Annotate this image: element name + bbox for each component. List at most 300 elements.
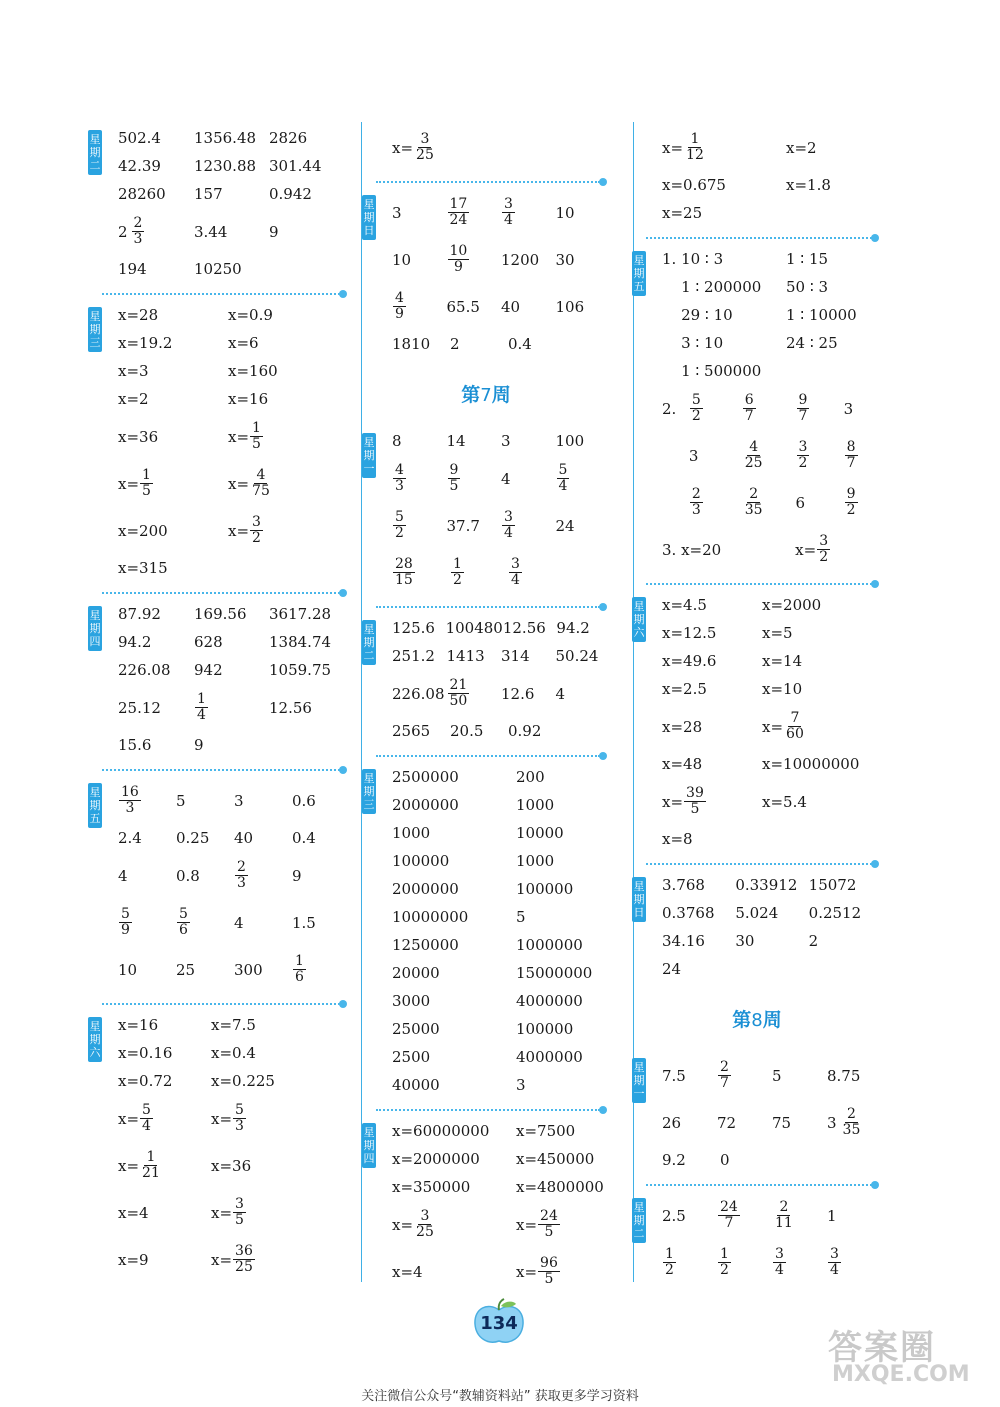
day-section xyxy=(362,1111,610,1305)
answer-prefix: x= xyxy=(762,717,784,736)
answer-cell: x=315 xyxy=(118,559,168,577)
answer-cell: 1230.88 xyxy=(194,157,257,175)
answer-row xyxy=(662,750,882,778)
answer-cell xyxy=(392,132,512,163)
answer-cell: 2500000 xyxy=(392,768,459,786)
answer-row xyxy=(392,236,610,283)
fraction-denominator: 25 xyxy=(744,455,763,471)
fraction-denominator: 3 xyxy=(395,478,404,494)
answer-cell: 628 xyxy=(194,633,223,651)
answer-cell: 24 ∶ 25 xyxy=(786,334,838,352)
answer-cell: x=0.225 xyxy=(211,1072,275,1090)
answer-cell xyxy=(211,1197,304,1228)
fraction-numerator: 36 xyxy=(235,1243,253,1259)
fraction-denominator: 4 xyxy=(511,572,520,588)
answer-cell xyxy=(827,1107,882,1138)
fraction xyxy=(177,907,190,938)
answer-cell: 9.2 xyxy=(662,1151,686,1169)
answer-cell: 3617.28 xyxy=(269,605,332,623)
answer-row xyxy=(662,778,882,825)
answer-cell: 14 xyxy=(446,432,466,450)
answer-cell: 3 ∶ 10 xyxy=(662,334,724,352)
answer-cell: 3.44 xyxy=(194,222,228,241)
fraction-denominator: 2 xyxy=(798,455,808,471)
answer-cell: 30 xyxy=(735,932,755,950)
answer-cell xyxy=(762,711,872,742)
answer-cell: 3 xyxy=(516,1076,526,1094)
answer-cell: 3 xyxy=(501,432,511,450)
fraction-numerator: 9 xyxy=(449,462,459,478)
answer-cell: x=60000000 xyxy=(392,1122,490,1140)
answer-cell: x=10000000 xyxy=(762,755,860,773)
fraction-numerator: 7 xyxy=(790,710,800,726)
answer-cell: 1384.74 xyxy=(269,633,332,651)
answer-cell: 301.44 xyxy=(269,157,322,175)
day-section xyxy=(632,1186,882,1296)
week-heading-prefix: 第 xyxy=(461,384,481,406)
answer-cell: x=0.72 xyxy=(118,1072,173,1090)
answer-cell: 3.768 xyxy=(662,876,705,894)
answer-row xyxy=(118,385,350,413)
answer-cell: 3 xyxy=(843,399,854,418)
answer-cell: x=12.5 xyxy=(662,624,717,642)
fraction xyxy=(684,132,706,163)
fraction xyxy=(414,132,436,163)
fraction-numerator: 4 xyxy=(256,467,266,483)
answer-row xyxy=(118,731,350,759)
answer-cell: 2000000 xyxy=(392,796,459,814)
day-section xyxy=(88,771,350,1003)
answer-row xyxy=(662,385,882,432)
fraction-numerator: 3 xyxy=(798,439,808,455)
answer-cell xyxy=(689,487,742,518)
answer-cell: x=16 xyxy=(118,1016,159,1034)
fraction-denominator: 11 xyxy=(775,1215,793,1231)
answer-prefix: x= xyxy=(118,1109,140,1128)
answer-cell: x=200 xyxy=(118,521,168,540)
answer-cell: 3000 xyxy=(392,992,431,1010)
answer-row xyxy=(392,717,610,745)
fraction xyxy=(250,421,263,452)
answer-row xyxy=(118,1039,350,1067)
answer-row xyxy=(662,1146,882,1174)
answer-cell: x=350000 xyxy=(392,1178,471,1196)
answer-cell: 5 xyxy=(516,908,526,926)
answer-cell xyxy=(689,393,742,424)
answer-cell: x=8 xyxy=(662,830,693,848)
fraction-numerator: 3 xyxy=(252,514,261,530)
answer-cell: 1 ∶ 10000 xyxy=(786,306,857,324)
answer-cell: 125.6 xyxy=(392,619,435,637)
answer-prefix: x= xyxy=(211,1109,233,1128)
answer-row xyxy=(392,614,610,642)
answer-cell: x=14 xyxy=(762,652,803,670)
fraction-denominator: 4 xyxy=(504,525,513,541)
fraction-denominator: 5 xyxy=(690,801,700,817)
day-tab: 星期六 xyxy=(88,1017,102,1062)
answer-cell xyxy=(228,468,338,499)
fraction xyxy=(119,907,132,938)
answer-row xyxy=(118,255,350,283)
answer-row xyxy=(662,1192,882,1239)
answer-row xyxy=(118,460,350,507)
fraction-denominator: 21 xyxy=(142,1165,160,1181)
answer-row xyxy=(662,871,882,899)
answer-prefix: x= xyxy=(211,1203,233,1222)
answer-cell xyxy=(516,1256,606,1287)
answer-row xyxy=(118,1189,350,1236)
day-section xyxy=(88,295,350,592)
answer-row xyxy=(392,1043,610,1071)
day-tab: 星期六 xyxy=(632,597,646,642)
fraction-denominator: 60 xyxy=(786,726,804,742)
fraction-denominator: 25 xyxy=(416,1224,434,1240)
answer-cell xyxy=(501,197,556,228)
fraction xyxy=(448,244,470,275)
fraction-numerator: 2 xyxy=(133,215,143,231)
fraction-denominator: 7 xyxy=(724,1215,734,1231)
answer-row xyxy=(662,899,882,927)
watermark-text: 答案圈 xyxy=(828,1328,936,1368)
answer-cell xyxy=(742,393,796,424)
fraction-denominator: 4 xyxy=(558,478,568,494)
answer-cell: 6 xyxy=(795,493,806,512)
fraction-denominator: 3 xyxy=(125,800,135,816)
week-heading xyxy=(362,368,610,421)
answer-row xyxy=(662,591,882,619)
fraction-numerator: 2 xyxy=(779,1199,789,1215)
answer-cell xyxy=(447,244,502,275)
day-tab: 星期日 xyxy=(362,195,376,240)
fraction-numerator: 5 xyxy=(558,462,568,478)
answer-row xyxy=(662,526,882,573)
fraction xyxy=(828,1247,841,1278)
answer-cell xyxy=(742,440,796,471)
answer-row xyxy=(118,1067,350,1095)
answer-row xyxy=(392,1015,610,1043)
answer-cell: 37.7 xyxy=(446,516,480,535)
answer-cell: 1413 xyxy=(446,647,485,665)
answer-cell: 34.16 xyxy=(662,932,705,950)
answer-column-1 xyxy=(88,118,350,1293)
answer-row xyxy=(662,647,882,675)
fraction-numerator: 24 xyxy=(540,1208,558,1224)
fraction xyxy=(773,1247,786,1278)
fraction-denominator: 75 xyxy=(252,483,270,499)
answer-row xyxy=(118,1236,350,1283)
fraction-denominator: 2 xyxy=(665,1262,674,1278)
fraction-numerator: 2 xyxy=(237,859,246,875)
fraction-denominator: 5 xyxy=(142,483,151,499)
fraction-numerator: 1 xyxy=(146,1149,156,1165)
answer-cell: 2000000 xyxy=(392,880,459,898)
answer-row xyxy=(118,946,350,993)
answer-cell: 4 xyxy=(234,913,244,932)
fraction-denominator: 4 xyxy=(197,707,206,723)
fraction xyxy=(718,1200,740,1231)
answer-cell: 0.33912 xyxy=(735,876,798,894)
day-tab: 星期二 xyxy=(88,130,102,175)
answer-cell: 65.5 xyxy=(446,297,480,316)
answer-row xyxy=(392,791,610,819)
fraction xyxy=(235,860,248,891)
answer-cell xyxy=(228,421,338,452)
answer-cell: 1 ∶ 500000 xyxy=(662,362,762,380)
answer-cell: 94.2 xyxy=(556,619,590,637)
answer-cell: 28260 xyxy=(118,185,166,203)
week-heading-suffix: 周 xyxy=(491,384,511,406)
fraction xyxy=(393,291,406,322)
answer-cell xyxy=(194,692,269,723)
answer-cell xyxy=(118,216,194,247)
answer-cell: 10 xyxy=(118,960,138,979)
fraction-denominator: 9 xyxy=(395,306,404,322)
day-tab: 星期日 xyxy=(632,877,646,922)
fraction-numerator: 39 xyxy=(686,785,704,801)
answer-cell: 8 xyxy=(392,432,402,450)
day-section xyxy=(632,585,882,863)
fraction-numerator: 3 xyxy=(235,1196,244,1212)
answer-cell: 50 ∶ 3 xyxy=(786,278,829,296)
answer-cell: 1 ∶ 15 xyxy=(786,250,829,268)
answer-cell xyxy=(501,510,556,541)
answer-row xyxy=(118,124,350,152)
answer-cell xyxy=(234,860,292,891)
watermark-url: MXQE.COM xyxy=(832,1362,970,1387)
day-section xyxy=(362,118,610,181)
answer-cell xyxy=(508,557,566,588)
fraction-numerator: 2 xyxy=(720,1059,729,1075)
fraction xyxy=(250,468,272,499)
answer-cell: 72 xyxy=(717,1113,737,1132)
day-section xyxy=(362,608,610,755)
answer-cell: x=28 xyxy=(662,717,703,736)
answer-cell: 100480 xyxy=(445,619,503,637)
fraction xyxy=(773,1200,795,1231)
answer-cell xyxy=(176,907,234,938)
answer-cell: 2. xyxy=(662,399,677,418)
answer-cell: 2 xyxy=(808,932,819,950)
answer-row xyxy=(392,1173,610,1201)
answer-cell: 100 xyxy=(555,432,585,450)
fraction xyxy=(502,197,515,228)
answer-cell: 87.92 xyxy=(118,605,161,623)
fraction xyxy=(132,216,145,247)
fraction xyxy=(293,954,306,985)
fraction xyxy=(743,487,765,518)
fraction-denominator: 4 xyxy=(504,212,513,228)
answer-row xyxy=(118,507,350,554)
fraction-denominator: 3 xyxy=(691,502,701,518)
fraction-numerator: 5 xyxy=(121,906,130,922)
answer-row xyxy=(392,283,610,330)
answer-cell xyxy=(796,440,844,471)
footer-note: 关注微信公众号“教辅资料站” 获取更多学习资料 xyxy=(361,1389,639,1404)
answer-cell: 2826 xyxy=(269,129,308,147)
answer-cell: 1810 xyxy=(392,335,431,353)
answer-cell: 100000 xyxy=(516,1020,574,1038)
answer-row xyxy=(118,180,350,208)
answer-row xyxy=(662,927,882,955)
fraction-denominator: 3 xyxy=(133,231,143,247)
fraction xyxy=(797,440,810,471)
week-heading-number: 7 xyxy=(480,385,492,406)
answer-row xyxy=(392,847,610,875)
answer-prefix: x= xyxy=(118,474,140,493)
answer-row xyxy=(392,1117,610,1145)
fraction-denominator: 3 xyxy=(235,1118,244,1134)
answer-prefix: x= xyxy=(228,521,250,540)
answer-cell xyxy=(118,468,228,499)
week-heading-number: 8 xyxy=(751,1010,763,1031)
answer-cell: x=4.5 xyxy=(662,596,707,614)
day-section xyxy=(632,239,882,583)
fraction xyxy=(195,692,208,723)
answer-row xyxy=(392,1248,610,1295)
answer-cell xyxy=(211,1244,304,1275)
fraction xyxy=(140,1150,162,1181)
answer-row xyxy=(118,628,350,656)
answer-cell: 29 ∶ 10 xyxy=(662,306,733,324)
fraction-denominator: 12 xyxy=(686,147,704,163)
fraction-numerator: 2 xyxy=(847,1106,856,1122)
answer-cell: x=7.5 xyxy=(211,1016,256,1034)
answer-row xyxy=(118,899,350,946)
fraction-numerator: 1 xyxy=(142,467,151,483)
fraction-denominator: 50 xyxy=(449,693,468,709)
answer-cell: 8.75 xyxy=(827,1066,861,1085)
answer-row xyxy=(118,329,350,357)
answer-cell xyxy=(662,132,786,163)
answer-prefix: x= xyxy=(392,1215,414,1234)
answer-row xyxy=(118,1142,350,1189)
fraction-numerator: 5 xyxy=(691,392,701,408)
fraction-numerator: 1 xyxy=(197,691,206,707)
answer-cell: 226.08 xyxy=(392,684,445,703)
answer-cell: x=4 xyxy=(392,1262,423,1281)
answer-cell: x=2 xyxy=(786,138,817,157)
answer-prefix: x= xyxy=(392,138,414,157)
answer-row xyxy=(662,1052,882,1099)
answer-cell: x=2 xyxy=(118,390,149,408)
answer-cell: x=10 xyxy=(762,680,803,698)
answer-cell: x=5.4 xyxy=(762,792,807,811)
answer-cell xyxy=(516,1209,606,1240)
answer-cell: 1000 xyxy=(516,852,555,870)
fraction xyxy=(845,487,858,518)
answer-row xyxy=(118,554,350,582)
fraction-denominator: 2 xyxy=(720,1262,729,1278)
fraction-numerator: 1 xyxy=(720,1246,729,1262)
answer-row xyxy=(392,455,610,502)
fraction-numerator: 3 xyxy=(504,196,513,212)
fraction xyxy=(718,1060,731,1091)
answer-cell xyxy=(556,463,611,494)
answer-row xyxy=(662,245,882,273)
fraction-denominator: 5 xyxy=(252,436,261,452)
answer-cell: 10 xyxy=(555,203,575,222)
answer-cell: 3 xyxy=(688,446,699,465)
answer-cell: 2.4 xyxy=(118,829,142,847)
answer-row xyxy=(392,549,610,596)
day-tab: 星期二 xyxy=(362,620,376,665)
fraction xyxy=(538,1209,560,1240)
answer-cell: 200 xyxy=(516,768,545,786)
answer-cell: 25 xyxy=(176,960,196,979)
answer-prefix: x= xyxy=(516,1215,538,1234)
fraction xyxy=(393,557,415,588)
answer-cell xyxy=(447,678,502,709)
day-section xyxy=(362,421,610,606)
fraction xyxy=(797,393,810,424)
fraction xyxy=(119,785,141,816)
answer-cell xyxy=(796,393,844,424)
fraction xyxy=(841,1107,863,1138)
answer-row xyxy=(118,684,350,731)
fraction xyxy=(393,463,406,494)
answer-cell: x=3 xyxy=(118,362,149,380)
fraction xyxy=(845,440,858,471)
answer-cell: 1000 xyxy=(392,824,431,842)
answer-cell: 25.12 xyxy=(118,698,161,717)
answer-cell: 2.5 xyxy=(662,1206,686,1225)
fraction-numerator: 1 xyxy=(295,953,304,969)
answer-cell xyxy=(717,1247,772,1278)
fraction xyxy=(448,678,470,709)
answer-cell: 0.3768 xyxy=(662,904,715,922)
answer-row xyxy=(118,852,350,899)
answer-cell: 300 xyxy=(234,960,263,979)
answer-cell: 12.56 xyxy=(502,619,546,637)
day-tab: 星期三 xyxy=(88,307,102,352)
answer-row xyxy=(392,931,610,959)
answer-row xyxy=(392,819,610,847)
fraction-numerator: 4 xyxy=(395,290,404,306)
mixed-number-whole: 2 xyxy=(118,222,128,241)
answer-cell: 2 xyxy=(450,335,460,353)
answer-row xyxy=(118,656,350,684)
answer-cell: x=36 xyxy=(211,1156,252,1175)
answer-cell: 1000 xyxy=(516,796,555,814)
day-section xyxy=(88,1005,350,1293)
answer-cell xyxy=(447,463,502,494)
answer-cell xyxy=(118,1103,211,1134)
fraction-numerator: 3 xyxy=(511,556,520,572)
fraction-denominator: 5 xyxy=(449,478,459,494)
day-section xyxy=(88,118,350,293)
answer-prefix: x= xyxy=(118,1156,140,1175)
answer-cell: x=48 xyxy=(662,755,703,773)
answer-row xyxy=(662,432,882,479)
answer-cell: 7.5 xyxy=(662,1066,686,1085)
answer-cell: 24 xyxy=(555,516,575,535)
answer-cell xyxy=(717,1200,772,1231)
answer-cell: x=25 xyxy=(662,204,703,222)
answer-cell: 40 xyxy=(501,297,521,316)
answer-row xyxy=(392,1145,610,1173)
fraction-numerator: 10 xyxy=(449,243,468,259)
fraction-numerator: 17 xyxy=(449,196,468,212)
answer-cell xyxy=(292,954,350,985)
answer-cell: x=2.5 xyxy=(662,680,707,698)
fraction-denominator: 4 xyxy=(142,1118,151,1134)
answer-row xyxy=(662,199,882,227)
answer-cell: 106 xyxy=(555,297,585,316)
answer-cell: x=2000000 xyxy=(392,1150,480,1168)
fraction xyxy=(690,393,703,424)
fraction-numerator: 3 xyxy=(819,533,829,549)
answer-row xyxy=(118,357,350,385)
